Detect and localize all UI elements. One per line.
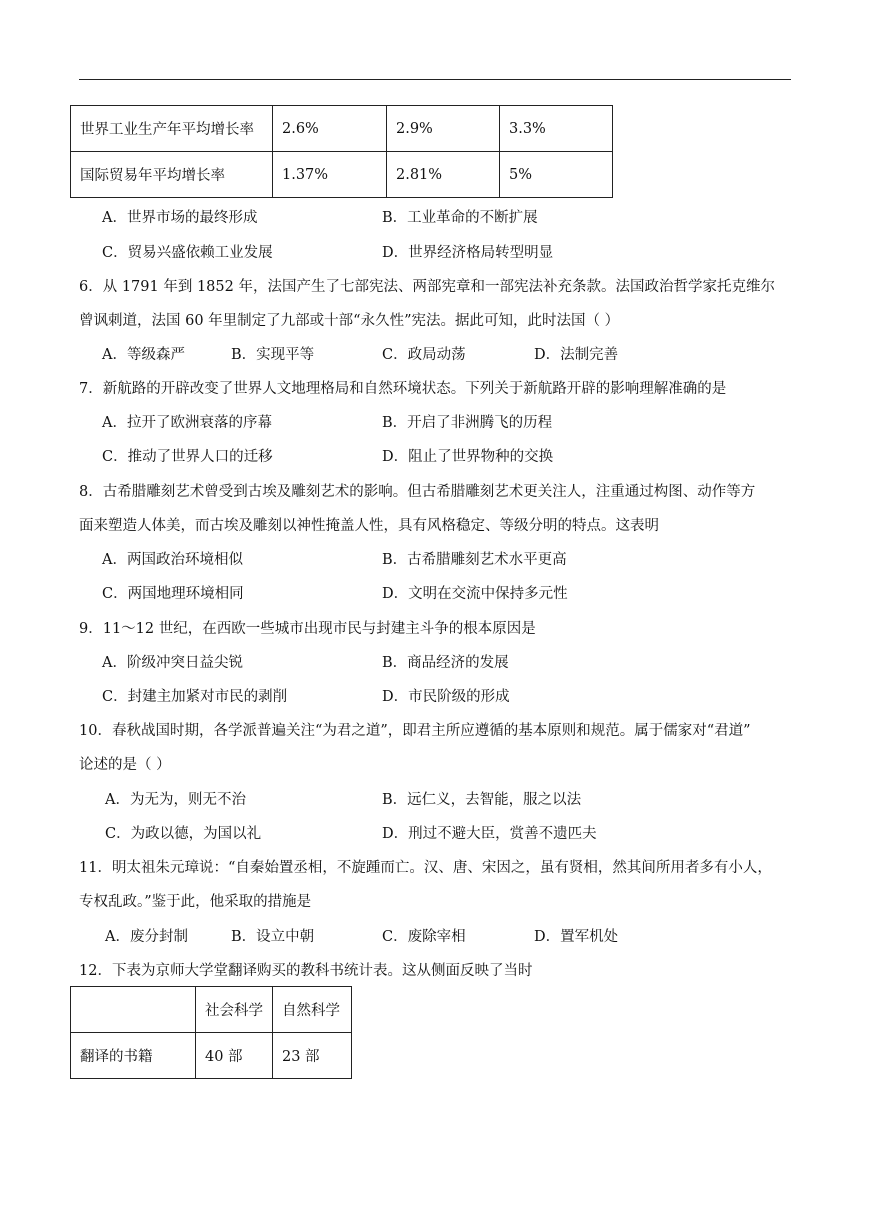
option-a: A．拉开了欧洲衰落的序幕 [102, 415, 272, 431]
option-c: C．封建主加紧对市民的剥削 [102, 689, 288, 705]
option-a: A．阶级冲突日益尖锐 [102, 655, 243, 671]
question-10-line-2: 论述的是（ ） [79, 757, 171, 773]
table-row [71, 106, 613, 152]
option-d: D．市民阶级的形成 [382, 689, 510, 705]
question-11-line-2: 专权乱政。”鉴于此，他采取的措施是 [79, 894, 312, 910]
table-cell: 23 部 [273, 1033, 352, 1079]
question-12-line-1: 12．下表为京师大学堂翻译购买的教科书统计表。这从侧面反映了当时 [79, 963, 533, 979]
option-d: D．世界经济格局转型明显 [382, 245, 554, 261]
option-a: A．等级森严 [102, 347, 185, 363]
option-b: B．商品经济的发展 [382, 655, 509, 671]
table-cell [71, 987, 196, 1033]
option-c: C．推动了世界人口的迁移 [102, 449, 273, 465]
option-d: D．刑过不避大臣，赏善不遗匹夫 [382, 826, 597, 842]
table-cell: 3.3% [500, 106, 613, 152]
option-c: C．贸易兴盛依赖工业发展 [102, 245, 273, 261]
option-a: A．世界市场的最终形成 [102, 210, 258, 226]
question-9-line-1: 9．11～12 世纪，在西欧一些城市出现市民与封建主斗争的根本原因是 [79, 621, 536, 637]
table-cell: 1.37% [273, 152, 387, 198]
table-row [71, 152, 613, 198]
option-d: D．阻止了世界物种的交换 [382, 449, 554, 465]
option-b: B．工业革命的不断扩展 [382, 210, 538, 226]
table-cell: 国际贸易年平均增长率 [71, 152, 273, 198]
textbook-table [70, 986, 352, 1079]
question-11-line-1: 11．明太祖朱元璋说：“自秦始置丞相，不旋踵而亡。汉、唐、宋因之，虽有贤相，然其间所用者多有小人， [79, 860, 772, 876]
option-a: A．为无为，则无不治 [105, 792, 246, 808]
option-b: B．远仁义，去智能，服之以法 [382, 792, 582, 808]
growth-rate-table [70, 105, 613, 198]
option-c: C．政局动荡 [382, 347, 466, 363]
table-cell: 40 部 [196, 1033, 273, 1079]
option-a: A．废分封制 [105, 929, 188, 945]
header-rule [79, 79, 791, 80]
option-b: B．开启了非洲腾飞的历程 [382, 415, 553, 431]
table-cell: 社会科学 [196, 987, 273, 1033]
option-c: C．废除宰相 [382, 929, 466, 945]
option-b: B．实现平等 [231, 347, 315, 363]
table-cell: 2.9% [387, 106, 500, 152]
option-a: A．两国政治环境相似 [102, 552, 243, 568]
table-cell: 自然科学 [273, 987, 352, 1033]
option-d: D．法制完善 [534, 347, 619, 363]
table-cell: 2.6% [273, 106, 387, 152]
table-cell: 5% [500, 152, 613, 198]
table-cell: 2.81% [387, 152, 500, 198]
table-row [71, 987, 352, 1033]
table-row [71, 1033, 352, 1079]
table-cell: 世界工业生产年平均增长率 [71, 106, 273, 152]
table-cell: 翻译的书籍 [71, 1033, 196, 1079]
option-d: D．置军机处 [534, 929, 619, 945]
option-c: C．两国地理环境相同 [102, 586, 244, 602]
option-d: D．文明在交流中保持多元性 [382, 586, 568, 602]
question-6-line-1: 6．从 1791 年到 1852 年，法国产生了七部宪法、两部宪章和一部宪法补充条款。法国政治哲学家托克维尔 [79, 279, 775, 295]
question-7-line-1: 7．新航路的开辟改变了世界人文地理格局和自然环境状态。下列关于新航路开辟的影响理解准确的是 [79, 381, 727, 397]
question-10-line-1: 10．春秋战国时期，各学派普遍关注“为君之道”，即君主所应遵循的基本原则和规范。属于儒家对“君道” [79, 723, 751, 739]
option-c: C．为政以德，为国以礼 [105, 826, 262, 842]
question-8-line-2: 面来塑造人体美，而古埃及雕刻以神性掩盖人性，具有风格稳定、等级分明的特点。这表明 [79, 518, 659, 534]
option-b: B．设立中朝 [231, 929, 315, 945]
option-b: B．古希腊雕刻艺术水平更高 [382, 552, 567, 568]
question-8-line-1: 8．古希腊雕刻艺术曾受到古埃及雕刻艺术的影响。但古希腊雕刻艺术更关注人，注重通过构图、动作等方 [79, 484, 756, 500]
question-6-line-2: 曾讽刺道，法国 60 年里制定了九部或十部“永久性”宪法。据此可知，此时法国（ ） [79, 313, 620, 329]
